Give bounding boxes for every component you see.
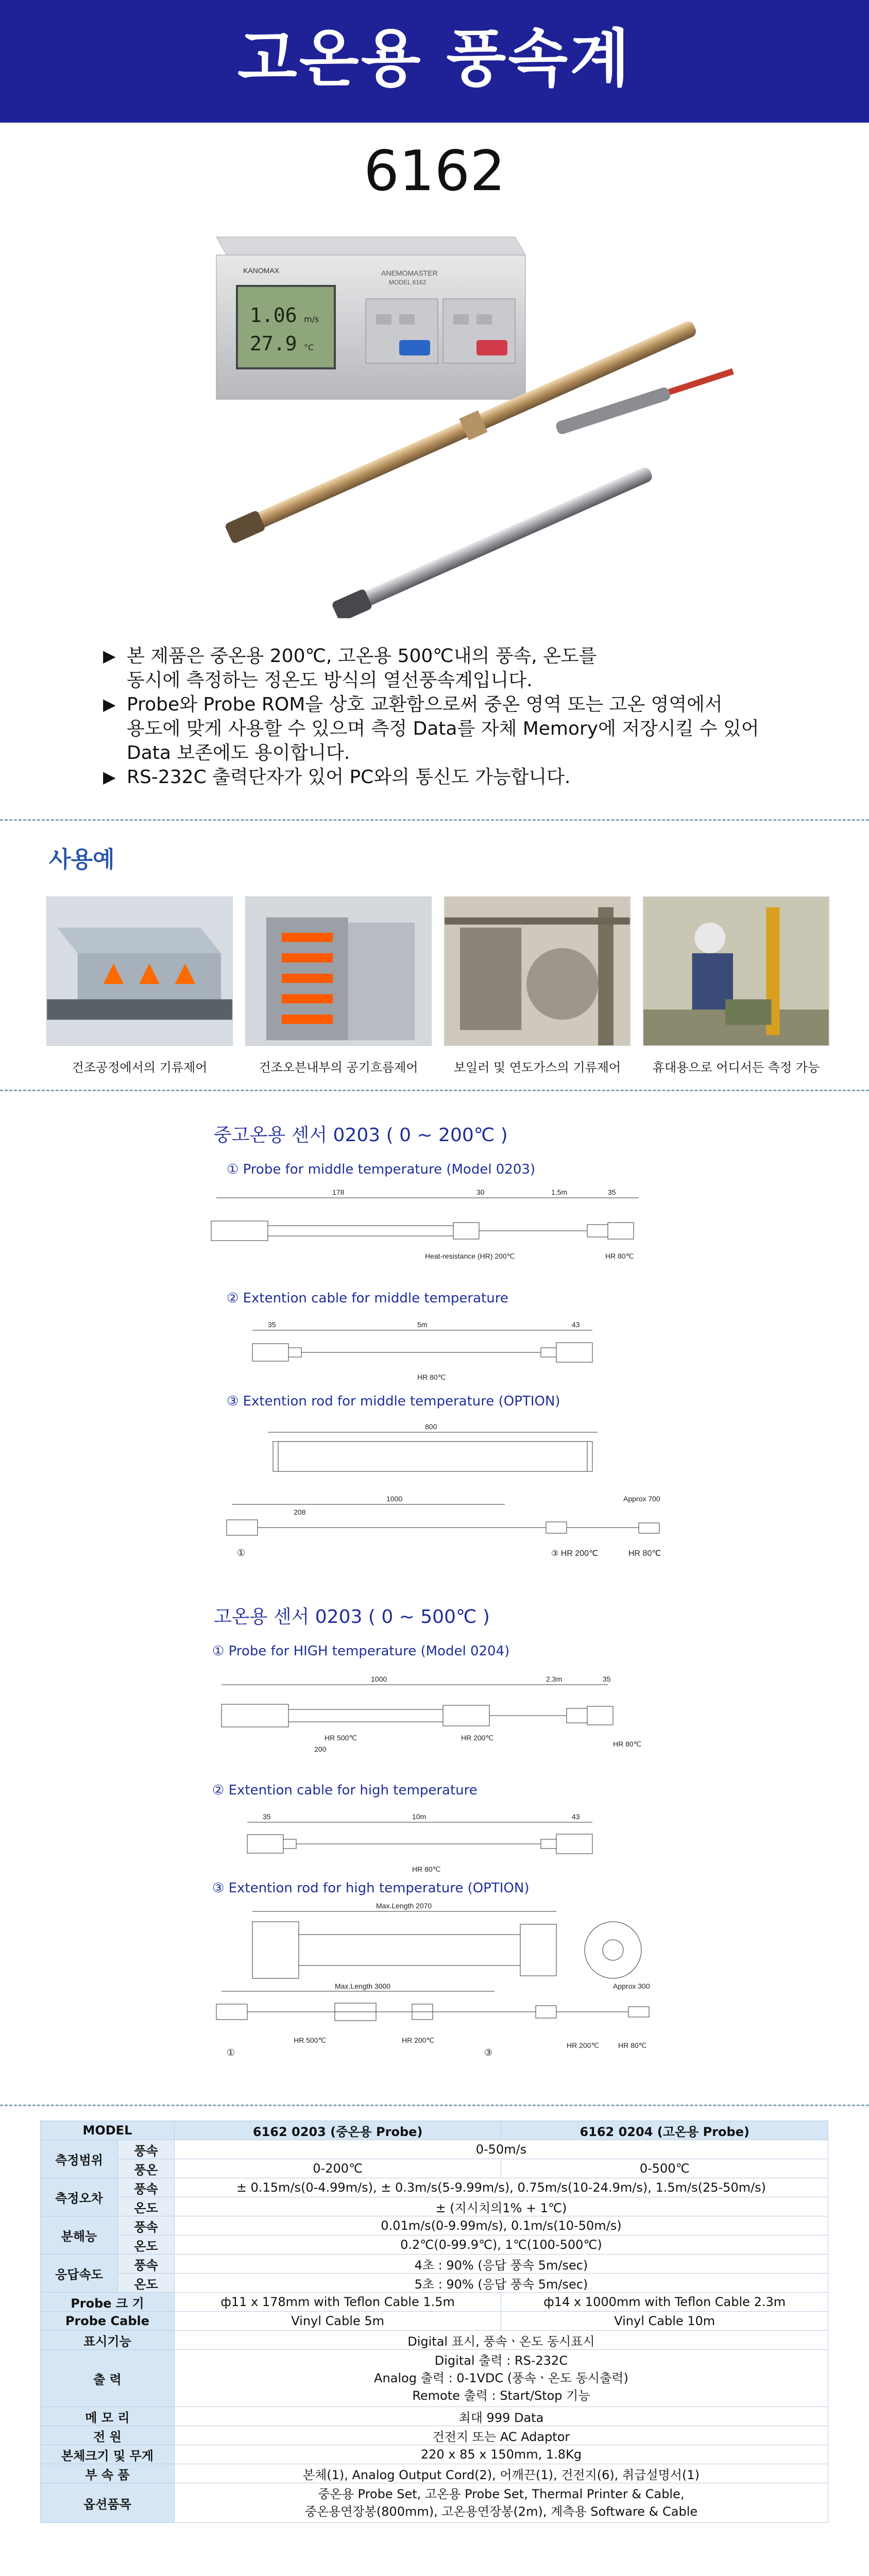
svg-text:800: 800 <box>425 1422 437 1431</box>
panel-title: ANEMOMASTER <box>381 269 438 277</box>
table-row <box>41 2121 828 2140</box>
table-row <box>41 2140 828 2159</box>
row-sublabel: 온도 <box>117 2274 174 2293</box>
table-row <box>41 2464 828 2483</box>
table-cell: Vinyl Cable 10m <box>501 2312 828 2331</box>
intro-bullets <box>103 644 814 789</box>
red-key <box>476 340 507 355</box>
svg-text:HR 80℃: HR 80℃ <box>628 1549 661 1558</box>
row-label: Probe 크 기 <box>41 2293 175 2312</box>
usage-caption: 건조공정에서의 기류제어 <box>72 1060 208 1075</box>
row-sublabel: 풍온 <box>117 2159 174 2178</box>
table-cell: 0.2℃(0-99.9℃), 1℃(100-500℃) <box>174 2235 828 2255</box>
divider <box>0 2105 869 2106</box>
row-label: 출 력 <box>41 2350 175 2407</box>
mid-probe-drawing <box>196 1182 685 1275</box>
svg-text:Max.Length 3000: Max.Length 3000 <box>335 1982 391 1990</box>
svg-text:HR 80℃: HR 80℃ <box>618 2041 647 2049</box>
table-row <box>41 2178 828 2197</box>
svg-text:35: 35 <box>268 1320 276 1329</box>
svg-text:HR 200℃: HR 200℃ <box>567 2041 600 2049</box>
row-label: 본체크기 및 무게 <box>41 2445 175 2464</box>
table-cell: 본체(1), Analog Output Cord(2), 어깨끈(1), 건전지(6), 취급설명서(1) <box>174 2464 828 2483</box>
table-cell: ф14 x 1000mm with Teflon Cable 2.3m <box>501 2293 828 2312</box>
svg-text:Approx 700: Approx 700 <box>623 1495 660 1503</box>
usage-item <box>444 896 631 1075</box>
bullet-arrow-icon: ▶ <box>103 646 116 666</box>
table-row <box>41 2483 828 2523</box>
divider <box>0 819 869 821</box>
svg-text:HR 500℃: HR 500℃ <box>325 1734 357 1742</box>
table-cell: 중온용 Probe Set, 고온용 Probe Set, Thermal Printer & Cable, 중온용연장봉(800mm), 고온용연장봉(2m), 계측용 Software & Cable <box>174 2483 828 2523</box>
svg-text:Approx 300: Approx 300 <box>613 1982 650 1990</box>
row-label: 옵션품목 <box>41 2483 175 2523</box>
svg-text:208: 208 <box>294 1508 306 1516</box>
table-row <box>41 2445 828 2464</box>
high-rod-heading: ③ Extention rod for high temperature (OPTION) <box>212 1880 530 1896</box>
row-sublabel: 풍속 <box>117 2255 174 2274</box>
display-screen <box>237 286 335 368</box>
table-cell: 0-500℃ <box>501 2159 828 2178</box>
table-cell: Vinyl Cable 5m <box>174 2312 501 2331</box>
svg-text:178: 178 <box>332 1188 345 1196</box>
svg-text:35: 35 <box>603 1675 611 1683</box>
table-cell: 4초 : 90% (응답 풍속 5m/sec) <box>174 2255 828 2274</box>
svg-text:35: 35 <box>263 1812 271 1821</box>
high-probe-drawing <box>206 1669 659 1772</box>
usage-gallery <box>46 896 834 1075</box>
usage-item <box>46 896 233 1075</box>
svg-text:Max.Length 2070: Max.Length 2070 <box>376 1902 432 1910</box>
mid-sensor-title: 중고온용 센서 0203 ( 0 ~ 200℃ ) <box>214 1125 508 1146</box>
row-label: 측정범위 <box>41 2140 118 2178</box>
high-sensor-title: 고온용 센서 0203 ( 0 ~ 500℃ ) <box>214 1606 490 1628</box>
mid-rod-heading: ③ Extention rod for middle temperature (OPTION) <box>227 1394 560 1409</box>
table-row <box>41 2235 828 2255</box>
svg-text:10m: 10m <box>412 1812 427 1821</box>
display-wind-unit: m/s <box>304 314 319 324</box>
svg-text:1000: 1000 <box>386 1495 403 1503</box>
svg-text:①: ① <box>237 1548 246 1558</box>
intro-bullet: ▶ 본 제품은 중온용 200℃, 고온용 500℃내의 풍속, 온도를 동시에 측정하는 정온도 방식의 열선풍속계입니다. <box>103 644 814 692</box>
table-cell: 0-200℃ <box>174 2159 501 2178</box>
svg-text:③ HR 200℃: ③ HR 200℃ <box>551 1549 599 1558</box>
svg-text:30: 30 <box>476 1188 485 1196</box>
high-cable-drawing <box>232 1811 654 1878</box>
title-banner <box>0 0 869 123</box>
table-header: 6162 0204 (고온용 Probe) <box>501 2121 828 2140</box>
oven-image <box>245 896 432 1046</box>
table-header: MODEL <box>41 2121 175 2140</box>
row-label: Probe Cable <box>41 2312 175 2331</box>
bullet-arrow-icon: ▶ <box>103 694 116 714</box>
table-cell: 220 x 85 x 150mm, 1.8Kg <box>174 2445 828 2464</box>
drying-process-image <box>46 896 233 1046</box>
blue-key <box>399 340 430 355</box>
table-row <box>41 2407 828 2426</box>
svg-text:1.5m: 1.5m <box>551 1188 568 1196</box>
row-label: 부 속 품 <box>41 2464 175 2483</box>
row-label: 응답속도 <box>41 2255 118 2293</box>
row-label: 표시기능 <box>41 2331 175 2350</box>
divider <box>0 1090 869 1091</box>
usage-caption: 휴대용으로 어디서든 측정 가능 <box>652 1060 820 1075</box>
row-label: 분해능 <box>41 2216 118 2255</box>
usage-item <box>643 896 829 1075</box>
table-cell: 5초 : 90% (응답 풍속 5m/sec) <box>174 2274 828 2293</box>
svg-text:HR 80℃: HR 80℃ <box>417 1373 446 1381</box>
spec-table <box>40 2121 828 2523</box>
intro-bullet: ▶ RS-232C 출력단자가 있어 PC와의 통신도 가능합니다. <box>103 765 814 789</box>
portable-use-image <box>643 896 829 1046</box>
display-wind: 1.06 <box>250 304 297 327</box>
product-image <box>196 216 773 618</box>
mid-probe-heading: ① Probe for middle temperature (Model 0203) <box>227 1162 536 1177</box>
display-temp: 27.9 <box>250 332 297 355</box>
bullet-arrow-icon: ▶ <box>103 767 116 787</box>
high-rod-drawing <box>206 1901 670 2071</box>
svg-text:HR 80℃: HR 80℃ <box>412 1865 441 1873</box>
row-label: 전 원 <box>41 2426 175 2445</box>
row-label: 메 모 리 <box>41 2407 175 2426</box>
high-probe-heading: ① Probe for HIGH temperature (Model 0204) <box>212 1643 510 1659</box>
row-sublabel: 풍속 <box>117 2140 174 2159</box>
mid-rod-drawing <box>216 1422 680 1577</box>
high-cable-heading: ② Extention cable for high temperature <box>212 1783 478 1798</box>
table-row <box>41 2426 828 2445</box>
row-sublabel: 풍속 <box>117 2178 174 2197</box>
table-header: 6162 0203 (중온용 Probe) <box>174 2121 501 2140</box>
table-cell: ф11 x 178mm with Teflon Cable 1.5m <box>174 2293 501 2312</box>
svg-text:200: 200 <box>314 1745 327 1753</box>
row-sublabel: 풍속 <box>117 2216 174 2235</box>
svg-text:HR 200℃: HR 200℃ <box>461 1734 494 1742</box>
intro-bullet: ▶ Probe와 Probe ROM을 상호 교환함으로써 중온 영역 또는 고온 영역에서 용도에 맞게 사용할 수 있으며 측정 Data를 자체 Memory에 저장시킬 수 있어 Data 보존에도 용이합니다. <box>103 692 814 765</box>
display-temp-unit: °C <box>304 343 314 352</box>
svg-text:HR 500℃: HR 500℃ <box>294 2036 327 2044</box>
brand-label: KANOMAX <box>243 266 280 275</box>
table-row <box>41 2255 828 2274</box>
mid-cable-heading: ② Extention cable for middle temperature <box>227 1291 508 1306</box>
table-row <box>41 2274 828 2293</box>
svg-text:43: 43 <box>572 1320 580 1329</box>
table-cell: 0-50m/s <box>174 2140 828 2159</box>
svg-text:5m: 5m <box>417 1320 428 1329</box>
table-cell: Digital 표시, 풍속ㆍ온도 동시표시 <box>174 2331 828 2350</box>
usage-caption: 건조오븐내부의 공기흐름제어 <box>259 1060 418 1075</box>
table-cell: 0.01m/s(0-9.99m/s), 0.1m/s(10-50m/s) <box>174 2216 828 2235</box>
table-cell: 건전지 또는 AC Adaptor <box>174 2426 828 2445</box>
usage-caption: 보일러 및 연도가스의 기류제어 <box>453 1060 621 1075</box>
table-row <box>41 2159 828 2178</box>
mid-cable-drawing <box>232 1319 654 1386</box>
svg-text:HR 80℃: HR 80℃ <box>605 1252 634 1260</box>
table-row <box>41 2350 828 2407</box>
row-label: 측정오차 <box>41 2178 118 2216</box>
table-cell: Digital 출력 : RS-232C Analog 출력 : 0-1VDC (풍속ㆍ온도 동시출력) Remote 출력 : Start/Stop 기능 <box>174 2350 828 2407</box>
table-row <box>41 2331 828 2350</box>
table-row <box>41 2216 828 2235</box>
boiler-image <box>444 896 631 1046</box>
table-row <box>41 2312 828 2331</box>
table-cell: 최대 999 Data <box>174 2407 828 2426</box>
row-sublabel: 온도 <box>117 2197 174 2216</box>
svg-text:③: ③ <box>484 2047 493 2058</box>
svg-text:①: ① <box>227 2047 235 2058</box>
svg-text:43: 43 <box>572 1812 580 1821</box>
table-cell: ± (지시치의1% + 1℃) <box>174 2197 828 2216</box>
svg-text:35: 35 <box>608 1188 616 1196</box>
page-title: 고온용 풍속계 <box>237 23 632 95</box>
row-sublabel: 온도 <box>117 2235 174 2255</box>
model-number: 6162 <box>364 139 505 204</box>
panel-model: MODEL 6162 <box>389 279 427 286</box>
table-row <box>41 2197 828 2216</box>
usage-title: 사용예 <box>49 846 115 873</box>
svg-text:HR 80℃: HR 80℃ <box>613 1740 642 1748</box>
table-row <box>41 2293 828 2312</box>
usage-item <box>245 896 432 1075</box>
svg-text:HR 200℃: HR 200℃ <box>402 2036 435 2044</box>
table-cell: ± 0.15m/s(0-4.99m/s), ± 0.3m/s(5-9.99m/s), 0.75m/s(10-24.9m/s), 1.5m/s(25-50m/s) <box>174 2178 828 2197</box>
svg-text:1000: 1000 <box>371 1675 387 1683</box>
svg-text:2.3m: 2.3m <box>546 1675 563 1683</box>
svg-text:Heat-resistance (HR) 200℃: Heat-resistance (HR) 200℃ <box>425 1252 515 1260</box>
